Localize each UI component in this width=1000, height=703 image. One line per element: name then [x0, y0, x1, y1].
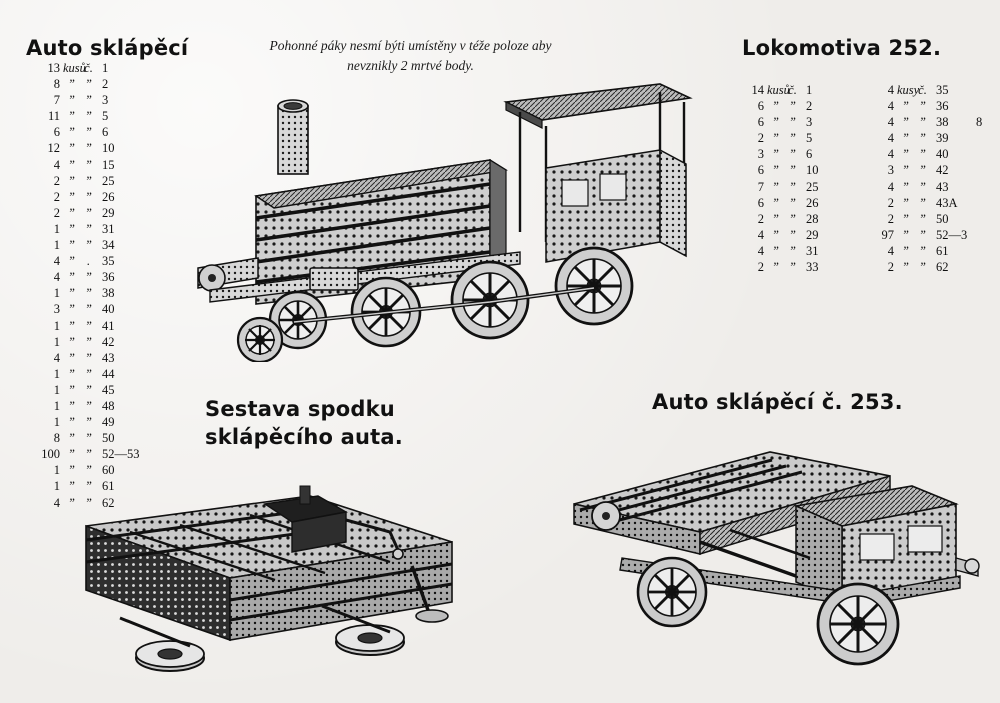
part-number: 45	[102, 382, 115, 397]
parts-row	[860, 197, 998, 213]
part-abbrev: ”	[789, 163, 796, 178]
part-number: 35	[102, 254, 115, 269]
part-number: 1	[102, 61, 109, 75]
part-number: 42	[936, 163, 949, 178]
part-unit: ”	[772, 195, 779, 210]
part-unit: kusů	[767, 83, 790, 97]
part-qty: 4	[887, 115, 894, 130]
part-qty: 1	[53, 366, 60, 381]
parts-list-auto-sklapeci	[26, 62, 142, 513]
parts-row	[26, 400, 142, 416]
part-abbrev: .	[86, 254, 91, 269]
part-qty: 6	[53, 125, 60, 140]
part-abbrev: č.	[84, 61, 93, 75]
parts-row	[26, 62, 142, 78]
parts-row	[26, 255, 142, 271]
part-abbrev: ”	[85, 286, 92, 301]
locomotive-cylinder	[310, 268, 358, 290]
parts-row	[860, 148, 998, 164]
part-number: 26	[102, 189, 115, 204]
truck-bed-pivot	[592, 502, 620, 530]
part-number: 62	[936, 260, 949, 275]
part-qty: 4	[887, 147, 894, 162]
part-unit: ”	[68, 109, 75, 124]
part-abbrev: ”	[919, 131, 926, 146]
parts-row	[730, 132, 846, 148]
part-qty: 100	[41, 447, 60, 462]
part-number: 39	[936, 131, 949, 146]
parts-row	[26, 159, 142, 175]
part-qty: 6	[757, 163, 764, 178]
part-abbrev: ”	[85, 463, 92, 478]
part-abbrev: ”	[85, 157, 92, 172]
part-number: 35	[936, 83, 949, 97]
part-number: 34	[102, 238, 115, 253]
part-abbrev: ”	[919, 227, 926, 242]
part-unit: ”	[68, 141, 75, 156]
part-unit: ”	[68, 366, 75, 381]
part-unit: ”	[68, 447, 75, 462]
part-unit: kusy	[897, 83, 920, 97]
part-unit: ”	[772, 163, 779, 178]
parts-row	[26, 416, 142, 432]
part-number: 38	[936, 115, 949, 130]
part-qty: 1	[53, 463, 60, 478]
part-qty: 8	[53, 431, 60, 446]
part-abbrev: ”	[789, 99, 796, 114]
part-unit: ”	[772, 260, 779, 275]
part-qty: 11	[47, 109, 60, 124]
part-unit: ”	[902, 163, 909, 178]
page-title-auto-sklapeci: Auto sklápěcí	[26, 36, 189, 60]
part-unit: ”	[902, 99, 909, 114]
locomotive-cab-body	[546, 150, 686, 262]
part-abbrev: ”	[85, 415, 92, 430]
part-abbrev: ”	[85, 334, 92, 349]
part-unit: ”	[68, 415, 75, 430]
part-abbrev: ”	[789, 131, 796, 146]
instruction-note: Pohonné páky nesmí býti umístěny v téže poloze aby nevznikly 2 mrtvé body.	[269, 38, 552, 73]
part-number: 31	[806, 243, 819, 258]
parts-row	[730, 213, 846, 229]
parts-row	[730, 229, 846, 245]
truck-front-bumper	[956, 558, 979, 576]
parts-row	[26, 336, 142, 352]
parts-row	[26, 448, 142, 464]
part-unit: ”	[68, 125, 75, 140]
parts-row	[730, 84, 846, 100]
part-abbrev: ”	[919, 99, 926, 114]
part-unit: ”	[902, 131, 909, 146]
part-number: 31	[102, 221, 115, 236]
parts-row	[860, 245, 998, 261]
chassis-frame	[86, 496, 452, 640]
part-unit: ”	[68, 173, 75, 188]
part-qty: 3	[53, 302, 60, 317]
parts-row	[26, 94, 142, 110]
part-abbrev: ”	[789, 115, 796, 130]
part-unit: ”	[772, 227, 779, 242]
part-abbrev: ”	[85, 270, 92, 285]
part-abbrev: ”	[919, 243, 926, 258]
part-unit: ”	[68, 221, 75, 236]
part-number: 2	[806, 99, 813, 114]
part-number: 36	[936, 99, 949, 114]
locomotive-cab-roof	[506, 84, 690, 128]
parts-row	[26, 432, 142, 448]
parts-row	[26, 287, 142, 303]
chassis-illustration	[60, 470, 480, 685]
part-number: 42	[102, 334, 115, 349]
part-qty: 4	[887, 83, 894, 97]
part-qty: 1	[53, 398, 60, 413]
part-unit: ”	[902, 179, 909, 194]
part-unit: ”	[68, 205, 75, 220]
part-abbrev: ”	[85, 238, 92, 253]
part-qty: 7	[53, 93, 60, 108]
part-qty: 3	[757, 147, 764, 162]
parts-row	[730, 164, 846, 180]
parts-row	[26, 223, 142, 239]
parts-row	[26, 191, 142, 207]
part-abbrev: ”	[85, 189, 92, 204]
page-title-sestava-line2: sklápěcího auta.	[205, 425, 403, 450]
part-unit: ”	[68, 334, 75, 349]
part-qty: 4	[757, 227, 764, 242]
parts-row	[26, 110, 142, 126]
part-qty: 4	[53, 350, 60, 365]
part-qty: 4	[887, 99, 894, 114]
part-number: 1	[806, 83, 813, 97]
part-qty: 1	[53, 238, 60, 253]
part-number: 10	[102, 141, 115, 156]
parts-row	[26, 175, 142, 191]
part-unit: ”	[68, 382, 75, 397]
part-unit: ”	[772, 147, 779, 162]
parts-row	[730, 100, 846, 116]
part-number: 5	[806, 131, 813, 146]
part-qty: 1	[53, 415, 60, 430]
part-qty: 4	[53, 157, 60, 172]
part-qty: 97	[881, 227, 894, 242]
part-number: 61	[936, 243, 949, 258]
part-number: 26	[806, 195, 819, 210]
part-unit: ”	[902, 243, 909, 258]
part-number: 50	[102, 431, 115, 446]
part-number: 29	[806, 227, 819, 242]
part-unit: ”	[68, 157, 75, 172]
parts-row	[26, 303, 142, 319]
part-qty: 4	[53, 495, 60, 510]
part-unit: ”	[772, 99, 779, 114]
page-title-auto-253: Auto sklápěcí č. 253.	[652, 390, 903, 414]
part-qty: 2	[887, 260, 894, 275]
part-abbrev: ”	[85, 173, 92, 188]
parts-row	[26, 78, 142, 94]
part-abbrev: ”	[789, 243, 796, 258]
part-abbrev: ”	[85, 141, 92, 156]
parts-row	[26, 126, 142, 142]
part-number: 3	[806, 115, 813, 130]
part-abbrev: ”	[85, 221, 92, 236]
part-qty: 1	[53, 221, 60, 236]
parts-row	[730, 197, 846, 213]
part-unit: ”	[902, 147, 909, 162]
part-abbrev: ”	[85, 302, 92, 317]
part-number: 6	[102, 125, 109, 140]
part-abbrev: ”	[919, 211, 926, 226]
part-unit: ”	[68, 479, 75, 494]
parts-row	[26, 368, 142, 384]
locomotive-illustration	[190, 72, 710, 362]
parts-row	[860, 100, 998, 116]
part-abbrev: ”	[85, 479, 92, 494]
part-abbrev: ”	[919, 115, 926, 130]
part-number: 52—3	[936, 227, 968, 242]
parts-row	[26, 271, 142, 287]
part-qty: 4	[757, 243, 764, 258]
part-qty: 3	[887, 163, 894, 178]
parts-row	[860, 116, 998, 132]
part-abbrev: č.	[918, 83, 927, 97]
parts-row	[730, 148, 846, 164]
part-unit: ”	[68, 286, 75, 301]
parts-row	[730, 261, 846, 277]
part-qty: 6	[757, 115, 764, 130]
part-qty: 6	[757, 195, 764, 210]
part-qty: 2	[53, 189, 60, 204]
part-unit: ”	[68, 270, 75, 285]
parts-row	[860, 132, 998, 148]
part-qty: 12	[47, 141, 60, 156]
part-abbrev: ”	[789, 211, 796, 226]
parts-row	[26, 320, 142, 336]
part-qty: 1	[53, 286, 60, 301]
part-unit: ”	[902, 227, 909, 242]
part-unit: ”	[68, 398, 75, 413]
part-unit: ”	[772, 179, 779, 194]
part-number: 33	[806, 260, 819, 275]
part-qty: 4	[887, 243, 894, 258]
page-title-sestava-line1: Sestava spodku	[205, 397, 395, 421]
part-qty: 2	[53, 205, 60, 220]
part-unit: ”	[772, 211, 779, 226]
part-number: 43	[102, 350, 115, 365]
part-qty: 14	[751, 83, 764, 97]
part-number: 25	[102, 173, 115, 188]
part-number: 40	[936, 147, 949, 162]
part-unit: ”	[772, 131, 779, 146]
part-number: 5	[102, 109, 109, 124]
page-title-lokomotiva: Lokomotiva 252.	[742, 36, 942, 60]
part-abbrev: ”	[919, 179, 926, 194]
part-number: 36	[102, 270, 115, 285]
part-unit: ”	[68, 495, 75, 510]
part-number: 40	[102, 302, 115, 317]
part-abbrev: ”	[789, 147, 796, 162]
part-abbrev: ”	[85, 93, 92, 108]
part-qty: 7	[757, 179, 764, 194]
part-abbrev: č.	[788, 83, 797, 97]
parts-row	[730, 245, 846, 261]
part-qty: 1	[53, 382, 60, 397]
part-unit: ”	[772, 115, 779, 130]
part-qty: 1	[53, 318, 60, 333]
page-title-sestava	[205, 395, 435, 452]
part-qty: 2	[757, 131, 764, 146]
part-abbrev: ”	[919, 260, 926, 275]
part-number: 10	[806, 163, 819, 178]
parts-row	[860, 84, 998, 100]
part-number: 52—53	[102, 447, 140, 462]
part-abbrev: ”	[85, 431, 92, 446]
part-number: 28	[806, 211, 819, 226]
part-number: 43	[936, 179, 949, 194]
part-number: 50	[936, 211, 949, 226]
parts-row	[26, 207, 142, 223]
parts-row	[26, 352, 142, 368]
part-abbrev: ”	[919, 195, 926, 210]
part-unit: ”	[68, 77, 75, 92]
locomotive-smokestack	[278, 100, 308, 174]
part-unit: ”	[902, 211, 909, 226]
part-unit: ”	[68, 254, 75, 269]
part-unit: ”	[68, 93, 75, 108]
part-qty: 1	[53, 334, 60, 349]
part-number: 43A	[936, 195, 958, 210]
part-unit: kusů	[63, 61, 86, 75]
part-number: 6	[806, 147, 813, 162]
part-abbrev: ”	[789, 260, 796, 275]
part-unit: ”	[68, 189, 75, 204]
part-number: 29	[102, 205, 115, 220]
part-qty: 1	[53, 479, 60, 494]
part-unit: ”	[68, 238, 75, 253]
part-abbrev: ”	[919, 147, 926, 162]
part-qty: 6	[757, 99, 764, 114]
part-number: 61	[102, 479, 115, 494]
part-unit: ”	[772, 243, 779, 258]
part-unit: ”	[68, 463, 75, 478]
parts-row	[860, 164, 998, 180]
parts-row	[26, 239, 142, 255]
part-unit: ”	[902, 260, 909, 275]
part-abbrev: ”	[85, 109, 92, 124]
part-number: 62	[102, 495, 115, 510]
part-abbrev: ”	[919, 163, 926, 178]
parts-row	[860, 213, 998, 229]
part-abbrev: ”	[85, 318, 92, 333]
part-abbrev: ”	[85, 350, 92, 365]
part-qty: 2	[757, 260, 764, 275]
part-number: 60	[102, 463, 115, 478]
part-qty: 2	[887, 211, 894, 226]
part-qty: 13	[47, 61, 60, 75]
part-number: 44	[102, 366, 115, 381]
parts-row	[860, 229, 998, 245]
part-unit: ”	[68, 302, 75, 317]
part-number: 25	[806, 179, 819, 194]
part-abbrev: ”	[85, 495, 92, 510]
part-number: 2	[102, 77, 109, 92]
part-extra: 8	[976, 115, 983, 130]
parts-row	[730, 181, 846, 197]
part-number: 38	[102, 286, 115, 301]
part-abbrev: ”	[85, 205, 92, 220]
parts-row	[730, 116, 846, 132]
part-qty: 2	[757, 211, 764, 226]
part-qty: 4	[53, 270, 60, 285]
part-qty: 4	[887, 179, 894, 194]
part-abbrev: ”	[789, 227, 796, 242]
part-number: 15	[102, 157, 115, 172]
parts-list-lokomotiva-right	[860, 84, 998, 277]
part-number: 41	[102, 318, 115, 333]
parts-row	[860, 181, 998, 197]
part-abbrev: ”	[85, 447, 92, 462]
truck-illustration	[560, 430, 980, 670]
part-unit: ”	[68, 431, 75, 446]
parts-row	[26, 384, 142, 400]
part-abbrev: ”	[85, 382, 92, 397]
part-abbrev: ”	[789, 179, 796, 194]
part-qty: 2	[887, 195, 894, 210]
part-number: 49	[102, 415, 115, 430]
part-abbrev: ”	[85, 366, 92, 381]
part-unit: ”	[902, 115, 909, 130]
parts-list-lokomotiva-left	[730, 84, 846, 277]
part-number: 48	[102, 398, 115, 413]
part-abbrev: ”	[789, 195, 796, 210]
part-qty: 2	[53, 173, 60, 188]
part-abbrev: ”	[85, 77, 92, 92]
part-qty: 8	[53, 77, 60, 92]
part-unit: ”	[68, 318, 75, 333]
part-abbrev: ”	[85, 125, 92, 140]
parts-row	[26, 142, 142, 158]
parts-row	[860, 261, 998, 277]
part-abbrev: ”	[85, 398, 92, 413]
part-number: 3	[102, 93, 109, 108]
part-unit: ”	[68, 350, 75, 365]
part-unit: ”	[902, 195, 909, 210]
part-qty: 4	[53, 254, 60, 269]
part-qty: 4	[887, 131, 894, 146]
